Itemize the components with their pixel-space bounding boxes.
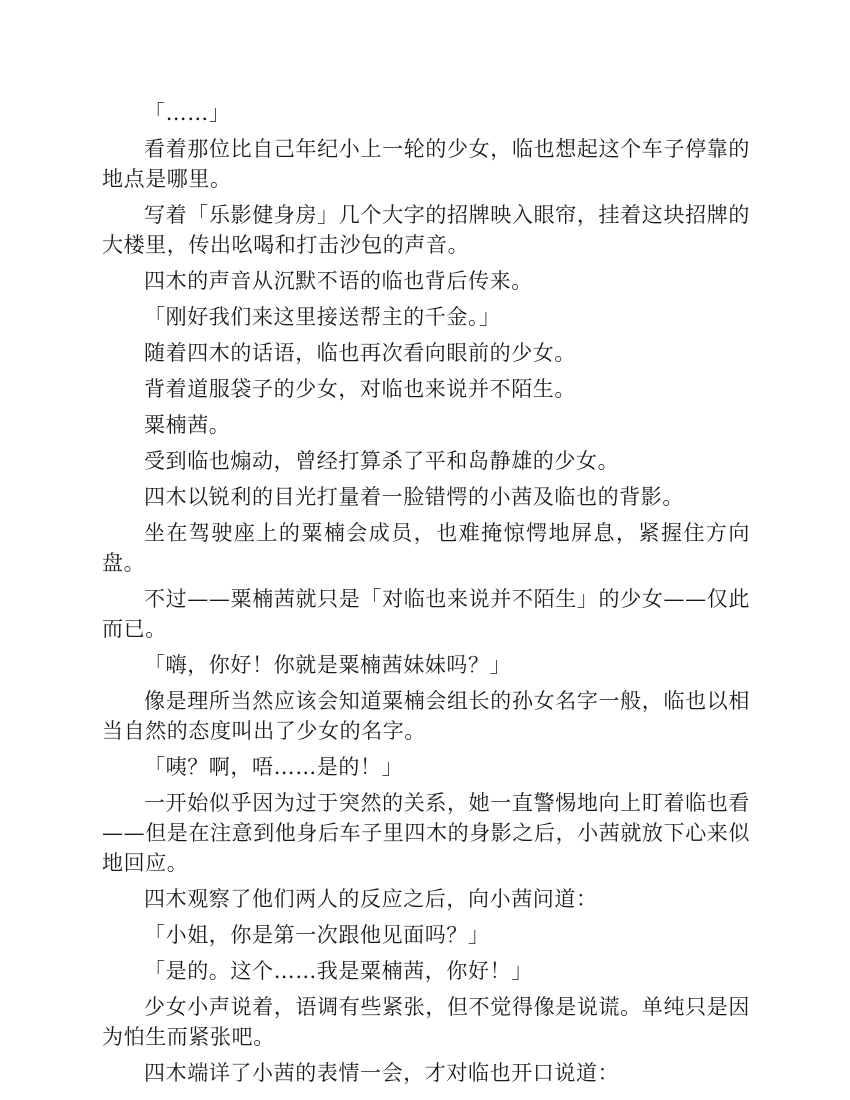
paragraph: 四木端详了小茜的表情一会，才对临也开口说道：: [144, 1061, 620, 1085]
paragraph: 看着那位比自己年纪小上一轮的少女，临也想起这个车子停靠的地点是哪里。: [102, 137, 750, 191]
paragraph: 写着「乐影健身房」几个大字的招牌映入眼帘，挂着这块招牌的大楼里，传出吆喝和打击沙包的声音。: [102, 203, 750, 257]
paragraph: 坐在驾驶座上的粟楠会成员，也难掩惊愕地屏息，紧握住方向盘。: [102, 521, 750, 575]
paragraph: 背着道服袋子的少女，对临也来说并不陌生。: [144, 377, 576, 401]
text-body: [102, 98, 750, 1094]
paragraph: 「嗨，你好！你就是粟楠茜妹妹吗？」: [144, 653, 512, 677]
paragraph: 随着四木的话语，临也再次看向眼前的少女。: [144, 341, 576, 365]
paragraph: 一开始似乎因为过于突然的关系，她一直警惕地向上盯着临也看——但是在注意到他身后车子里四木的身影之后，小茜就放下心来似地回应。: [102, 791, 750, 875]
paragraph: 四木以锐利的目光打量着一脸错愕的小茜及临也的背影。: [144, 485, 684, 509]
paragraph: 少女小声说着，语调有些紧张，但不觉得像是说谎。单纯只是因为怕生而紧张吧。: [102, 995, 750, 1049]
paragraph: 像是理所当然应该会知道粟楠会组长的孙女名字一般，临也以相当自然的态度叫出了少女的名字。: [102, 689, 750, 743]
paragraph: 「咦？啊，唔……是的！」: [144, 755, 404, 779]
paragraph: 四木观察了他们两人的反应之后，向小茜问道：: [144, 887, 598, 911]
paragraph: 「……」: [144, 101, 231, 125]
paragraph: 受到临也煽动，曾经打算杀了平和岛静雄的少女。: [144, 449, 620, 473]
paragraph: 不过——粟楠茜就只是「对临也来说并不陌生」的少女——仅此而已。: [102, 587, 750, 641]
paragraph: 「是的。这个……我是粟楠茜，你好！」: [144, 959, 533, 983]
paragraph: 四木的声音从沉默不语的临也背后传来。: [144, 269, 533, 293]
paragraph: 粟楠茜。: [144, 413, 231, 437]
paragraph: 「刚好我们来这里接送帮主的千金。」: [144, 305, 501, 329]
paragraph: 「小姐，你是第一次跟他见面吗？」: [144, 923, 490, 947]
